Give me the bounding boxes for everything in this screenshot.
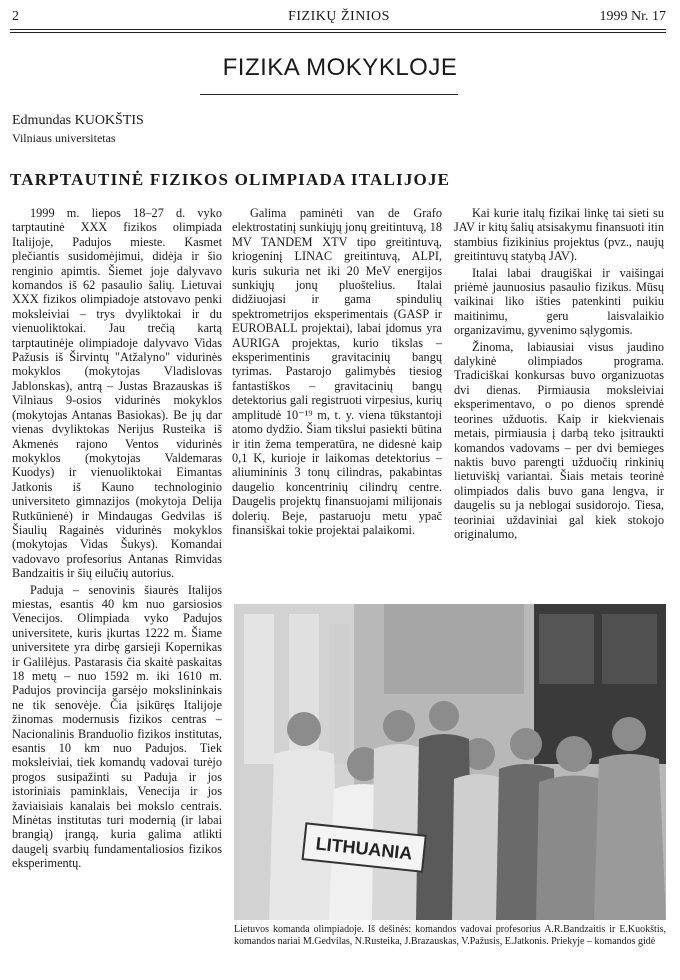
- text-column-3: [454, 206, 664, 541]
- text-column-2: [232, 206, 442, 537]
- header-rule-double: [10, 32, 666, 33]
- section-title: FIZIKA MOKYKLOJE: [222, 54, 458, 81]
- author-name: Edmundas KUOKŠTIS: [12, 113, 144, 128]
- photo-caption: Lietuvos komanda olimpiadoje. Iš dešinės: komandos vadovai profesorius A.R.Bandzaitis ir E.Kuokštis, komandos nariai M.Gedvilas, N.Rusteika, J.Brazauskas, V.Pažusis, E.Jatkonis. Priekyje – komandos gidė: [234, 924, 666, 947]
- page-number: 2: [12, 9, 19, 24]
- team-photo-drawing: [234, 604, 666, 920]
- section-rule: [200, 94, 458, 95]
- header-rule: [10, 29, 666, 30]
- paragraph: Paduja – senovinis šiaurės Italijos miestas, esantis 40 km nuo garsiosios Venecijos. Olimpiada vyko Padujos universitete, kuris įkurtas 1222 m. Šiame universitete yra dirbę garsieji Kopernikas ir Galilėjus. Pastarasis čia skaitė paskaitas 18 metų – nuo 1592 m. iki 1610 m. Padujos provincija garsėjo mokslininkais ne tik senovėje. Čia įsikūręs Italijoje žinomas modernusis fizikos centras – Nacionalinis Branduolio fizikos institutas, esantis 10 km nuo Padujos. Tiek moksleiviai, tiek komandų vadovai turėjo progos susipažinti su Paduja ir jos istoriniais paminklais, Venecija ir jos žaviaisiais kanalais bei mokslo centrais. Minėtas institutas turi modernią (ir labai brangią) įrangą, kuria galima atlikti daugelį svarbių fundamentaliosios fizikos eksperimentų.: [12, 582, 222, 871]
- article-headline: TARPTAUTINĖ FIZIKOS OLIMPIADA ITALIJOJE: [10, 170, 451, 189]
- issue-number: 1999 Nr. 17: [599, 9, 666, 24]
- paragraph: Galima paminėti van de Grafo elektrostatinį sunkiųjų jonų greitintuvą, 18 MV TANDEM XTV tipo greitintuvą, kriogeninį LINAC greitintuvą, ALPI, kuris sukuria net iki 20 MeV energijos sunkiųjų jonų pluoštelius. Italai didžiuojasi ir gama spindulių spektrometrijos eksperimentais (GASP ir EUROBALL projektai), labai įdomus yra AURIGA projektas, kurio tikslas – eksperimentinis gravitacinių bangų tyrimas. Pastarojo galimybės tiesiog fantastiškos – gravitacinių bangų detektorius gali registruoti virpesius, kurių amplitudė 10⁻¹⁹ m, t. y. viena tūkstantoji atomo dydžio. Šiam tikslui pasiekti būtina ir itin žema temperatūra, ne didesnė kaip 0,1 K, kurioje ir laikomas detektorius – aliumininis 3 tonų cilindras, pakabintas daugelio koncentrinių cilindrų centre. Daugelis projektų finansuojami milijonais dolerių. Beje, pastaruoju metu ypač finansiškai tokie projektai palaikomi.: [232, 206, 442, 537]
- team-photo: [234, 604, 666, 920]
- paragraph: Italai labai draugiškai ir vaišingai priėmė jaunuosius pasaulio fizikus. Mūsų vaikinai liko išties patenkinti puikiu maitinimu, geru laisvalaikio organizavimu, gyvenimo sąlygomis.: [454, 265, 664, 338]
- paragraph: Žinoma, labiausiai visus jaudino dalykinė olimpiados programa. Tradiciškai konkursas buvo organizuotas dvi dienas. Pirmiausia moksleiviai eksperimentavo, o po dienos sprendė teorines užduotis. Kaip ir kiekvienais metais, pirmiausia į darbą teko įsitraukti komandos vadovams – per dvi bemieges naktis buvo parengti užduočių rinkinių lietuviškį variantai. Šiais metais teorinė olimpiados dalis buvo gana lengva, ir daugelis su ja neblogai susidorojo. Tiesa, teoriniai uždaviniai gal kiek stokojo originalumo,: [454, 339, 664, 541]
- author-affiliation: Vilniaus universitetas: [12, 131, 116, 145]
- photo-sign-text: LITHUANIA: [314, 833, 414, 864]
- paragraph: Kai kurie italų fizikai linkę tai sieti su JAV ir kitų šalių atsisakymu finansuoti itin stambius fizikinius projektus (pvz., naujų greitintuvų statybą JAV).: [454, 206, 664, 264]
- running-header: [12, 8, 666, 26]
- journal-title: FIZIKŲ ŽINIOS: [288, 9, 390, 24]
- paragraph: 1999 m. liepos 18–27 d. vyko tarptautinė XXX fizikos olimpiada Italijoje, Padujos mieste. Kasmet plečiantis susidomėjimui, didėja ir šio renginio apimtis. Šiemet joje dalyvavo komandos iš 62 pasaulio šalių. Lietuvai XXX fizikos olimpiadoje atstovavo penki moksleiviai – trys dvyliktokai ir du vienuoliktokai. Jau trečią kartą tarptautinėje olimpiadoje dalyvavo Vidas Pažusis iš Širvintų "Atžalyno" vidurinės mokyklos (mokytojas Vladislovas Jablonskas), antrą – Justas Brazauskas iš Vilniaus 9-osios vidurinės mokyklos (mokytojas Antanas Basiokas). Be jų dar vienas dvyliktokas Nerijus Rusteika iš Akmenės rajono Ventos vidurinės mokyklos (mokytojas Valdemaras Kuodys) ir vienuoliktokai Eimantas Jatkonis iš Kauno technologinio universiteto gimnazijos (mokytoja Delija Rutkūnienė) ir Mindaugas Gedvilas iš Šiaulių Ragainės vidurinės mokyklos (mokytojas Vidas Šukys). Komandai vadovavo profesorius Antanas Rimvidas Bandzaitis ir šių eilučių autorius.: [12, 206, 222, 581]
- text-column-1: [12, 206, 222, 871]
